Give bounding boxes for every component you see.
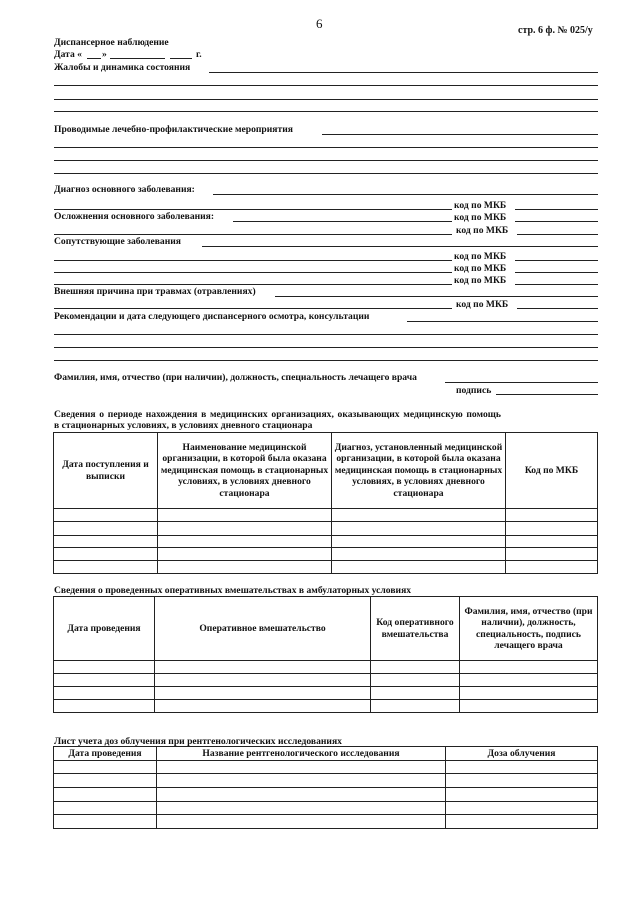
- hospital-section-title-line1: Сведения о периоде нахождения в медицинских организациях, оказывающих медицинскую помощь: [54, 409, 501, 420]
- measures-line[interactable]: [54, 173, 598, 174]
- table-row[interactable]: [54, 536, 598, 548]
- surgery-section-title: Сведения о проведенных оперативных вмешательствах в амбулаторных условиях: [54, 585, 412, 596]
- surgery-header-code: Код оперативного вмешательства: [371, 597, 460, 661]
- mkb-label: код по МКБ: [454, 200, 507, 211]
- complaints-label: Жалобы и динамика состояния: [54, 62, 191, 73]
- recommendations-line[interactable]: [54, 360, 598, 361]
- complications-label: Осложнения основного заболевания:: [54, 211, 215, 222]
- hospital-table: [53, 432, 598, 574]
- main-diagnosis-label: Диагноз основного заболевания:: [54, 184, 195, 195]
- xray-table: [53, 746, 598, 829]
- xray-header-date: Дата проведения: [54, 747, 157, 761]
- measures-line[interactable]: [322, 134, 598, 135]
- complaints-line[interactable]: [54, 99, 598, 100]
- measures-label: Проводимые лечебно-профилактические мероприятия: [54, 124, 293, 135]
- recommendations-line[interactable]: [54, 347, 598, 348]
- main-diagnosis-line[interactable]: [54, 209, 452, 210]
- measures-line[interactable]: [54, 160, 598, 161]
- doctor-line[interactable]: [445, 382, 598, 383]
- complications-line[interactable]: [233, 221, 452, 222]
- date-year-suffix: г.: [196, 49, 202, 60]
- table-row[interactable]: [54, 700, 598, 713]
- complaints-line[interactable]: [209, 72, 598, 73]
- table-row[interactable]: [54, 761, 598, 774]
- page-number: 6: [316, 16, 323, 31]
- xray-header-study: Название рентгенологического исследования: [157, 747, 446, 761]
- hospital-header-mkb: Код по МКБ: [506, 433, 598, 509]
- mkb-code-field[interactable]: [515, 209, 598, 210]
- complications-line[interactable]: [54, 234, 452, 235]
- mkb-label: код по МКБ: [454, 275, 507, 286]
- mkb-code-field[interactable]: [517, 308, 598, 309]
- table-row[interactable]: [54, 687, 598, 700]
- date-mid: »: [102, 49, 107, 60]
- signature-label: подпись: [456, 385, 492, 396]
- external-cause-line[interactable]: [54, 308, 452, 309]
- recommendations-line[interactable]: [407, 321, 598, 322]
- form-reference: стр. 6 ф. № 025/у: [518, 25, 593, 36]
- mkb-code-field[interactable]: [517, 234, 598, 235]
- complaints-line[interactable]: [54, 85, 598, 86]
- surgery-header-doctor: Фамилия, имя, отчество (при наличии), должность, специальность, подпись лечащего врача: [460, 597, 598, 661]
- xray-section-title: Лист учета доз облучения при рентгенологических исследованиях: [54, 736, 342, 747]
- hospital-header-organization: Наименование медицинской организации, в которой была оказана медицинская помощь в стационарных условиях, в условиях дневного стационара: [158, 433, 332, 509]
- xray-header-dose: Доза облучения: [446, 747, 598, 761]
- table-row[interactable]: [54, 561, 598, 574]
- hospital-header-diagnosis: Диагноз, установленный медицинской организации, в которой была оказана медицинская помощь в стационарных условиях, в условиях дневного стационара: [332, 433, 506, 509]
- concomitant-line[interactable]: [54, 272, 452, 273]
- main-diagnosis-line[interactable]: [213, 194, 598, 195]
- table-row[interactable]: [54, 674, 598, 687]
- surgery-header-date: Дата проведения: [54, 597, 155, 661]
- date-year-field[interactable]: [170, 58, 192, 59]
- table-row[interactable]: [54, 522, 598, 536]
- surgery-header-operation: Оперативное вмешательство: [155, 597, 371, 661]
- table-row[interactable]: [54, 815, 598, 829]
- table-row[interactable]: [54, 509, 598, 522]
- date-prefix: Дата «: [54, 49, 82, 60]
- concomitant-label: Сопутствующие заболевания: [54, 236, 181, 247]
- table-row[interactable]: [54, 548, 598, 561]
- date-month-field[interactable]: [110, 58, 165, 59]
- concomitant-line[interactable]: [54, 260, 452, 261]
- dispensary-title: Диспансерное наблюдение: [54, 37, 169, 48]
- table-row[interactable]: [54, 802, 598, 815]
- hospital-header-dates: Дата поступления и выписки: [54, 433, 158, 509]
- mkb-label: код по МКБ: [456, 299, 509, 310]
- date-day-field[interactable]: [87, 58, 101, 59]
- complaints-line[interactable]: [54, 111, 598, 112]
- concomitant-line[interactable]: [54, 284, 452, 285]
- mkb-label: код по МКБ: [454, 212, 507, 223]
- mkb-label: код по МКБ: [454, 263, 507, 274]
- concomitant-line[interactable]: [202, 246, 598, 247]
- hospital-section-title-line2: в стационарных условиях, в условиях дневного стационара: [54, 420, 313, 431]
- external-cause-label: Внешняя причина при травмах (отравлениях): [54, 286, 256, 297]
- doctor-label: Фамилия, имя, отчество (при наличии), должность, специальность лечащего врача: [54, 372, 417, 383]
- mkb-code-field[interactable]: [515, 221, 598, 222]
- table-row[interactable]: [54, 774, 598, 788]
- mkb-label: код по МКБ: [456, 225, 509, 236]
- surgery-table: [53, 596, 598, 713]
- table-row[interactable]: [54, 661, 598, 674]
- mkb-code-field[interactable]: [515, 260, 598, 261]
- recommendations-label: Рекомендации и дата следующего диспансерного осмотра, консультации: [54, 311, 370, 322]
- measures-line[interactable]: [54, 147, 598, 148]
- mkb-label: код по МКБ: [454, 251, 507, 262]
- signature-field[interactable]: [496, 394, 598, 395]
- external-cause-line[interactable]: [275, 296, 598, 297]
- table-row[interactable]: [54, 788, 598, 802]
- mkb-code-field[interactable]: [515, 272, 598, 273]
- mkb-code-field[interactable]: [515, 284, 598, 285]
- recommendations-line[interactable]: [54, 334, 598, 335]
